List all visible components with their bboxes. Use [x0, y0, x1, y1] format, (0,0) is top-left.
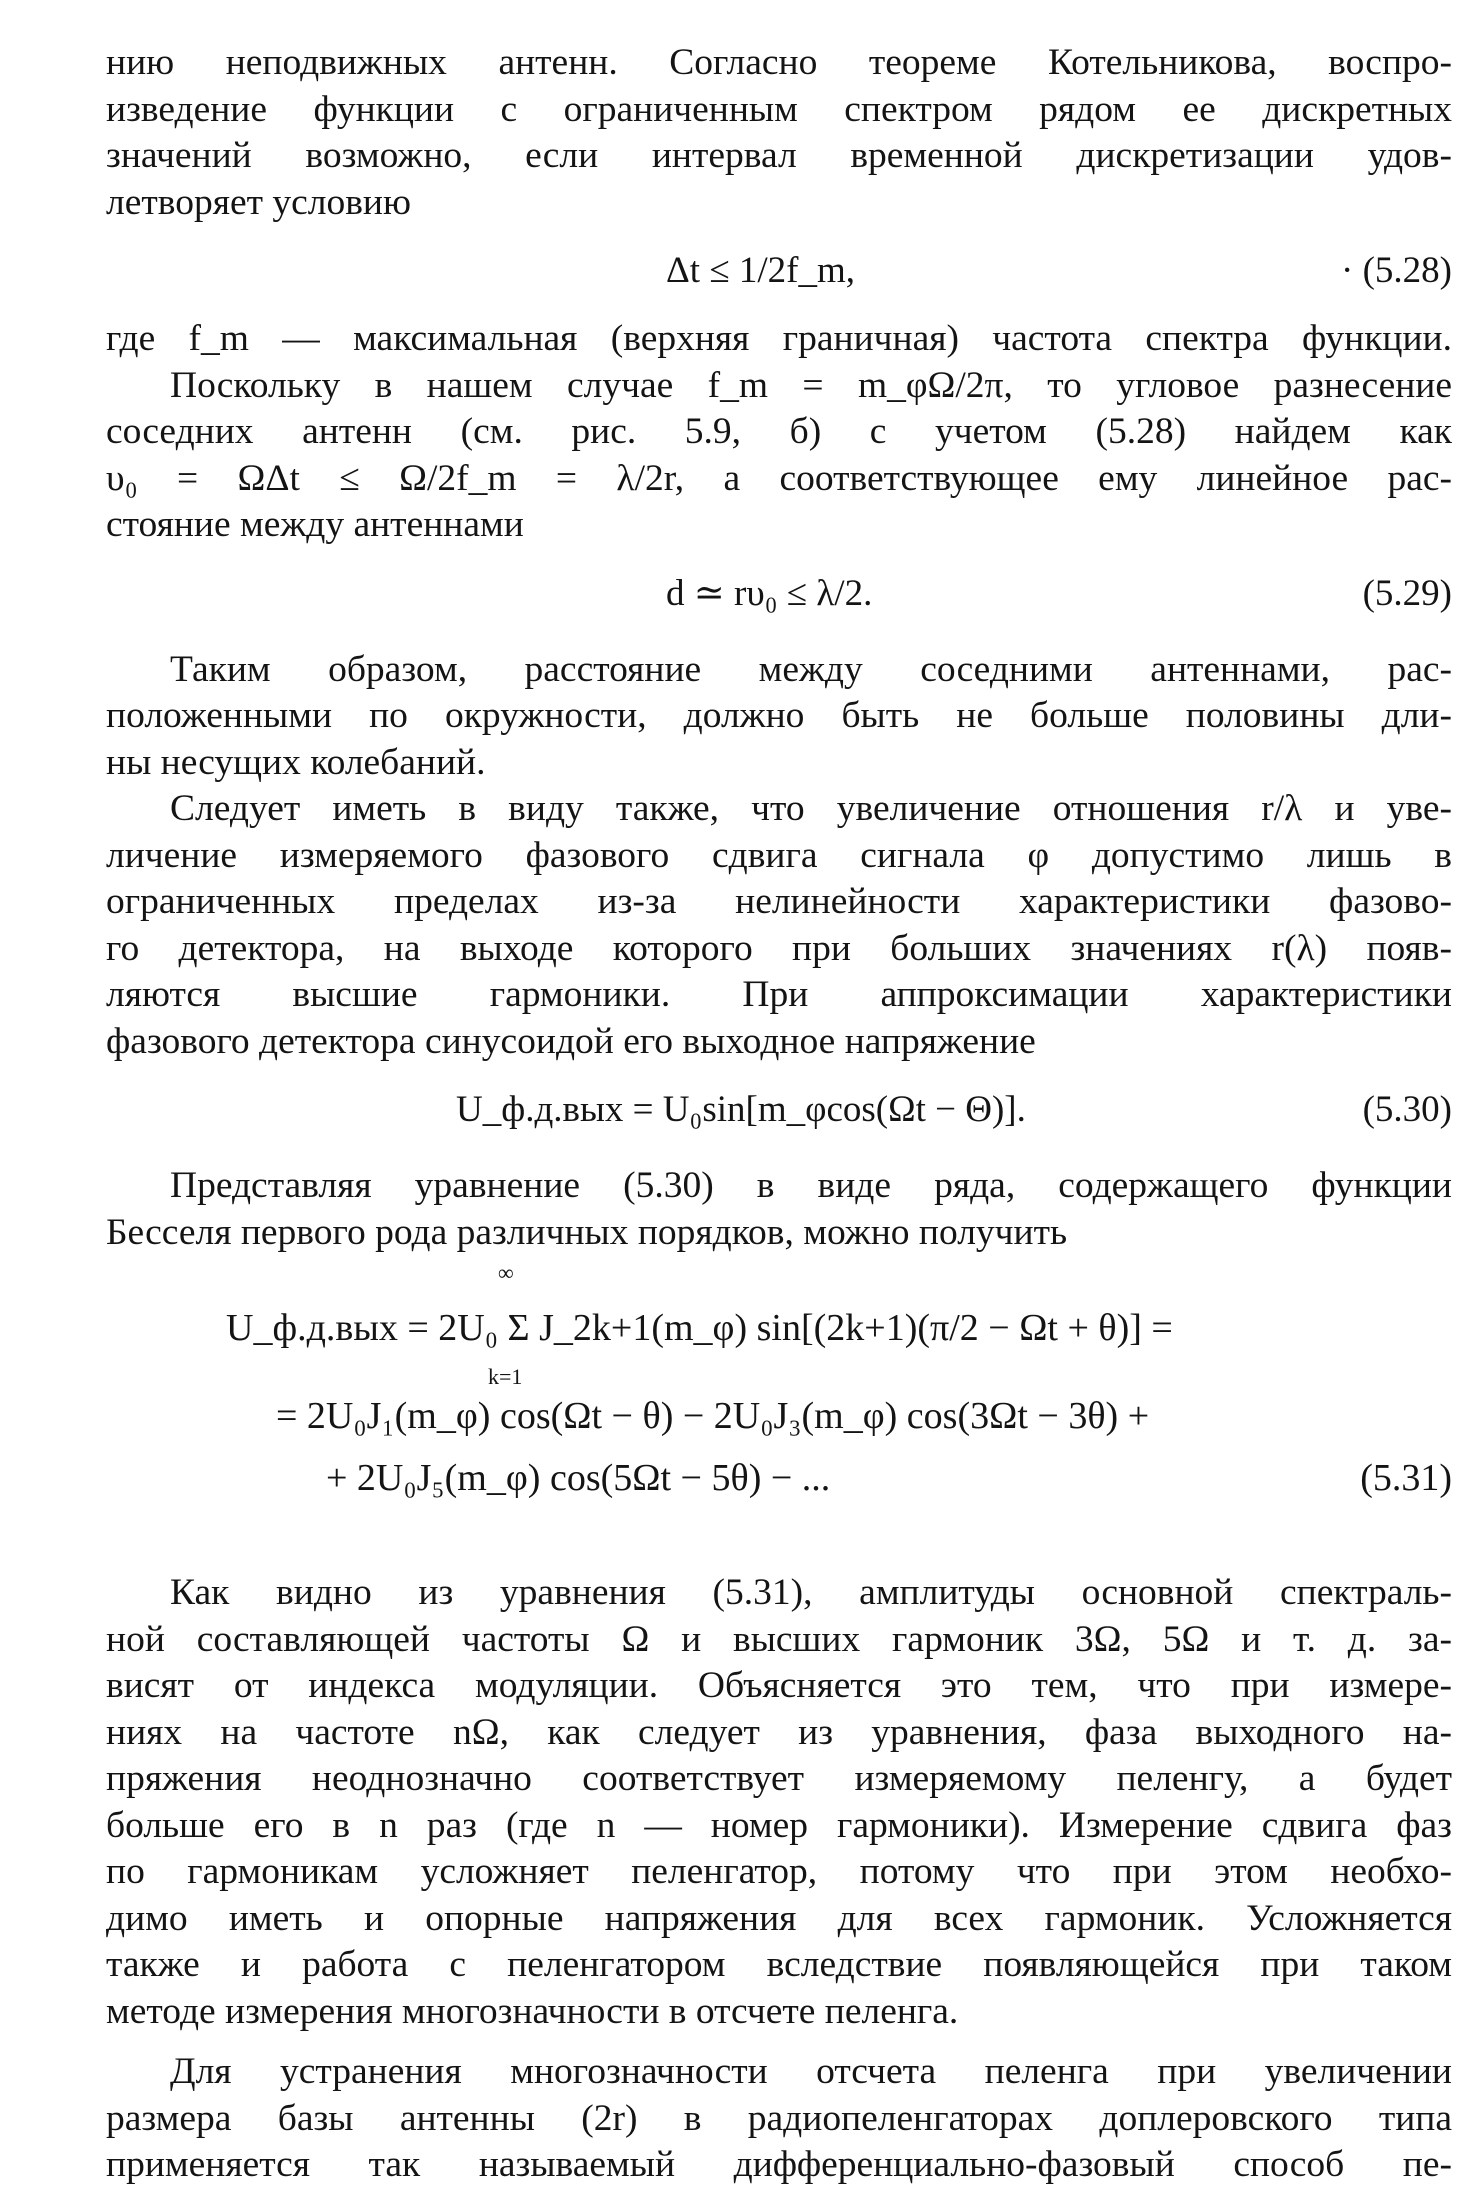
paragraph-7	[106, 1570, 1452, 2035]
equation-number: (5.31)	[1360, 1457, 1452, 1499]
text-line: размера базы антенны (2r) в радиопеленгаторах доплеровского типа	[106, 2097, 1452, 2139]
paragraph-1	[106, 40, 1452, 226]
text-line: применяется так называемый дифференциально-фазовый способ пе-	[106, 2144, 1452, 2185]
equation-formula: U_ф.д.вых = U₀sin[m_φcos(Ωt − Θ)].	[456, 1089, 1026, 1130]
page	[106, 40, 1452, 2189]
text-line: ляются высшие гармоники. При аппроксимации характеристики	[106, 974, 1452, 1015]
text-line: υ₀ = ΩΔt ≤ Ω/2f_m = λ/2r, а соответствующее ему линейное рас-	[106, 457, 1452, 499]
text-line: ограниченных пределах из-за нелинейности характеристики фазово-	[106, 881, 1452, 922]
text-line: где f_m — максимальная (верхняя граничная) частота спектра функции.	[106, 318, 1452, 359]
equation-number: · (5.28)	[1341, 250, 1452, 291]
equation-formula: Δt ≤ 1/2f_m,	[666, 250, 856, 291]
text-line: по гармоникам усложняет пеленгатор, потому что при этом необхо-	[106, 1851, 1452, 1892]
equation-5-31	[106, 1256, 1452, 1556]
text-line: Таким образом, расстояние между соседними антеннами, рас-	[170, 648, 1452, 690]
text-line: висят от индекса модуляции. Объясняется это тем, что при измере-	[106, 1665, 1452, 1706]
text-line: димо иметь и опорные напряжения для всех гармоник. Усложняется	[106, 1897, 1452, 1939]
text-line: изведение функции с ограниченным спектром рядом ее дискретных	[106, 88, 1452, 130]
paragraph-4	[106, 647, 1452, 787]
sum-lower-limit: k=1	[488, 1364, 523, 1389]
text-line: ниях на частоте nΩ, как следует из уравнения, фаза выходного на-	[106, 1711, 1452, 1753]
text-line: ны несущих колебаний.	[106, 741, 486, 783]
text-line: Для устранения многозначности отсчета пеленга при увеличении	[170, 2051, 1452, 2092]
text-line: Следует иметь в виду также, что увеличение отношения r/λ и уве-	[170, 788, 1452, 829]
equation-line-1: U_ф.д.вых = 2U₀ Σ J_2k+1(m_φ) sin[(2k+1)(π/2 − Ωt + θ)] =	[226, 1307, 1173, 1349]
text-line: больше его в n раз (где n — номер гармоники). Измерение сдвига фаз	[106, 1804, 1452, 1846]
paragraph-6	[106, 1163, 1452, 1256]
equation-line-3: + 2U₀J₅(m_φ) cos(5Ωt − 5θ) − ...	[326, 1457, 831, 1499]
text-line: го детектора, на выходе которого при больших значениях r(λ) появ-	[106, 927, 1452, 969]
text-line: Представляя уравнение (5.30) в виде ряда, содержащего функции	[170, 1165, 1452, 1206]
paragraph-5	[106, 786, 1452, 1065]
text-line: пряжения неоднозначно соответствует измеряемому пеленгу, а будет	[106, 1758, 1452, 1799]
text-line: Как видно из уравнения (5.31), амплитуды основной спектраль-	[170, 1572, 1452, 1613]
text-line: значений возможно, если интервал временной дискретизации удов-	[106, 135, 1452, 176]
equation-5-28	[106, 240, 1452, 302]
text-line: Бесселя первого рода различных порядков, можно получить	[106, 1211, 1068, 1253]
equation-5-29	[106, 563, 1452, 625]
text-line: ной составляющей частоты Ω и высших гармоник 3Ω, 5Ω и т. д. за-	[106, 1618, 1452, 1660]
text-line: нию неподвижных антенн. Согласно теореме Котельникова, воспро-	[106, 42, 1452, 83]
paragraph-8	[106, 2049, 1452, 2189]
equation-number: (5.30)	[1362, 1089, 1452, 1130]
text-line: положенными по окружности, должно быть не больше половины дли-	[106, 695, 1452, 736]
equation-line-2: = 2U₀J₁(m_φ) cos(Ωt − θ) − 2U₀J₃(m_φ) cos(3Ωt − 3θ) +	[276, 1395, 1150, 1437]
text-line: фазового детектора синусоидой его выходное напряжение	[106, 1020, 1036, 1062]
paragraph-3	[106, 363, 1452, 549]
text-line: также и работа с пеленгатором вследствие появляющейся при таком	[106, 1944, 1452, 1985]
text-line: Поскольку в нашем случае f_m = m_φΩ/2π, то угловое разнесение	[170, 364, 1452, 406]
sum-upper-limit: ∞	[498, 1260, 514, 1285]
text-line: личение измеряемого фазового сдвига сигнала φ допустимо лишь в	[106, 834, 1452, 876]
equation-5-30	[106, 1079, 1452, 1141]
text-line: методе измерения многозначности в отсчете пеленга.	[106, 1990, 959, 2032]
equation-formula: d ≃ rυ₀ ≤ λ/2.	[666, 572, 873, 614]
equation-number: (5.29)	[1362, 572, 1452, 614]
text-line: стояние между антеннами	[106, 504, 524, 545]
text-line: летворяет условию	[106, 181, 411, 223]
text-line: соседних антенн (см. рис. 5.9, б) с учетом (5.28) найдем как	[106, 411, 1452, 452]
